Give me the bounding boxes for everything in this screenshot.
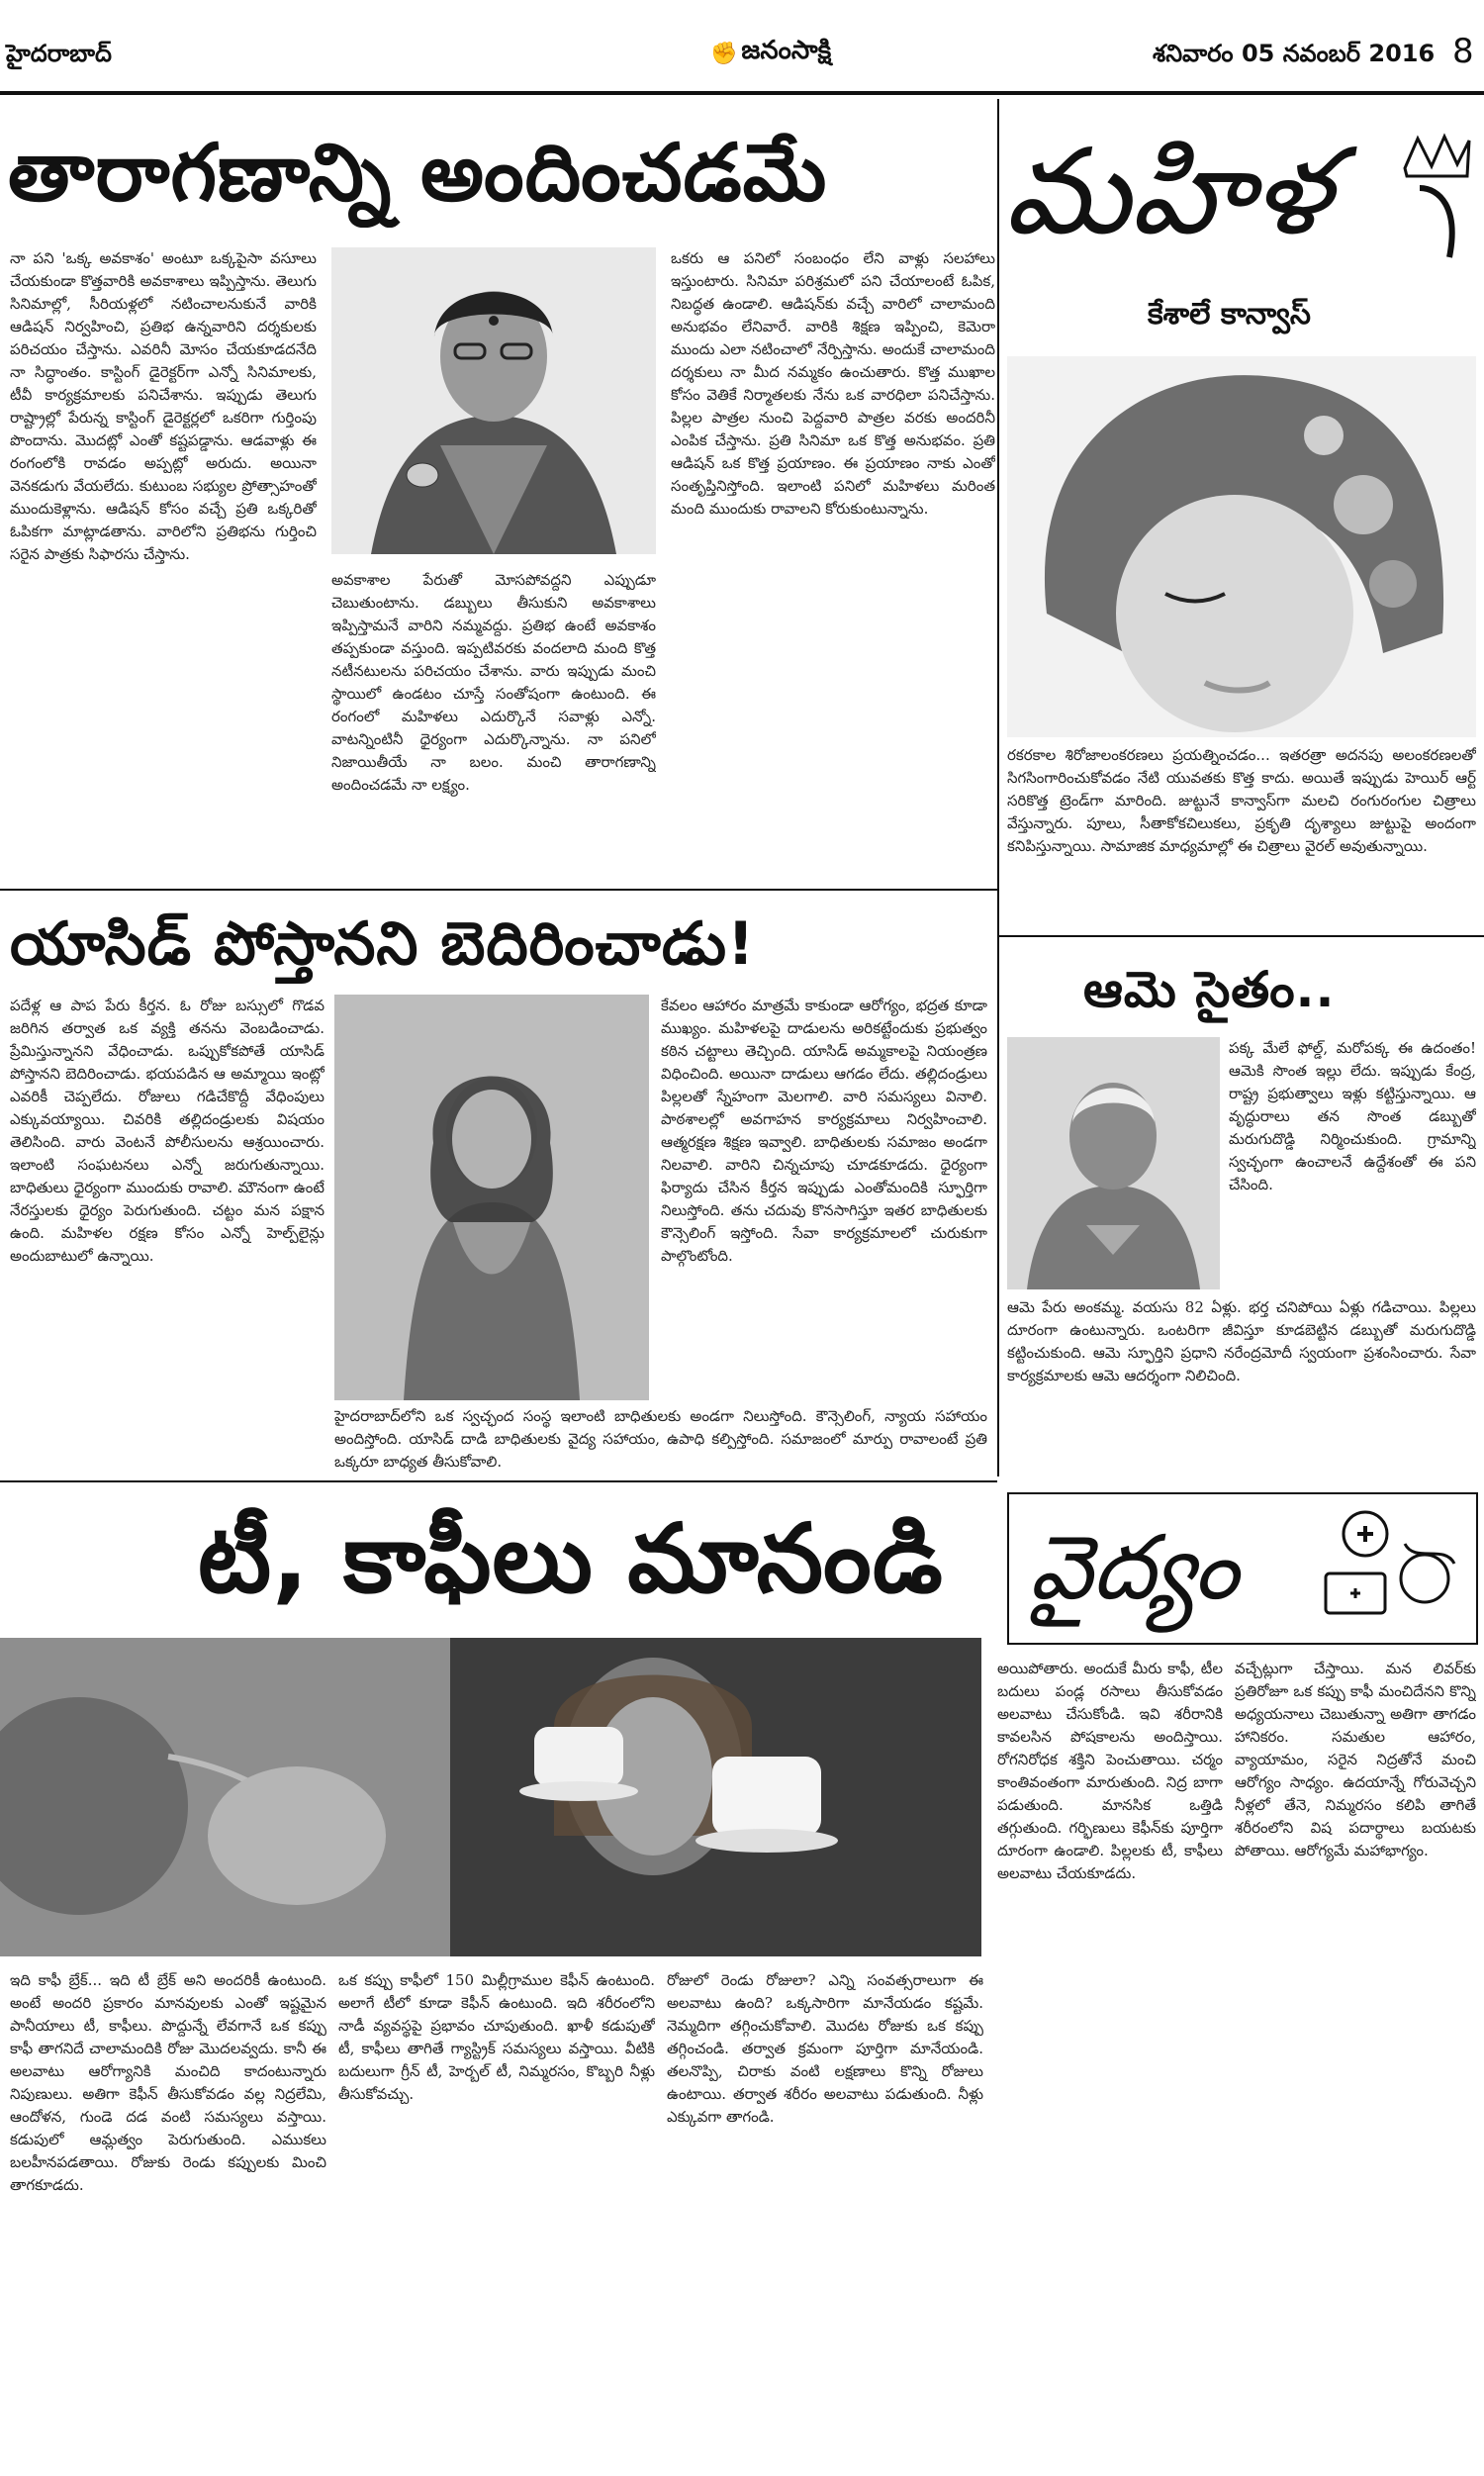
hair-art-illustration (1007, 356, 1476, 737)
article2-headline: యాసిడ్ పోస్తానని బెదిరించాడు! (10, 909, 756, 979)
woman-portrait-illustration (334, 995, 649, 1400)
article3-col5: వచ్చేట్లుగా చేస్తాయి. మన లివర్‌కు ప్రతిరోజూ ఒక కప్పు కాఫీ మంచిదేనని కొన్ని అధ్యయనాలు చెబుతున్నా అతిగా తాగడం హానికరం. సమతుల ఆహారం, వ్యాయామం, సరైన నిద్రతోనే మంచి ఆరోగ్యం సాధ్యం. ఉదయాన్నే గోరువెచ్చని నీళ్లలో తేనె, నిమ్మరసం కలిపి తాగితే శరీరంలోని విష పదార్థాలు బయటకు పోతాయి. ఆరోగ్యమే మహాభాగ్యం. (1235, 1660, 1476, 1859)
article2-col2: హైదరాబాద్‌లోని ఒక స్వచ్ఛంద సంస్థ ఇలాంటి బాధితులకు అండగా నిలుస్తోంది. కౌన్సెలింగ్, న్యాయ సహాయం అందిస్తోంది. యాసిడ్ దాడి బాధితులకు వైద్య సహాయం, ఉపాధి కల్పిస్తోంది. సమాజంలో మార్పు రావాలంటే ప్రతి ఒక్కరూ బాధ్యత తీసుకోవాలి. (334, 1407, 987, 1471)
mahila-photo (1007, 356, 1476, 737)
mahila-text: రకరకాల శిరోజాలంకరణలు ప్రయత్నించడం... ఇతరత్రా అదనపు అలంకరణలతో సిగసింగారించుకోవడం నేటి యువతకు కొత్త కాదు. అయితే ఇప్పుడు హెయిర్ ఆర్ట్ సరికొత్త ట్రెండ్‌గా మారింది. జుట్టునే కాన్వాస్‌గా మలచి రంగురంగుల చిత్రాలు వేస్తున్నారు. పూలు, సీతాకోకచిలుకలు, ప్రకృతి దృశ్యాలు జుట్టుపై అందంగా కనిపిస్తున్నాయి. సామాజిక మాధ్యమాల్లో ఈ చిత్రాలు వైరల్ అవుతున్నాయి. (1007, 746, 1476, 855)
article2-col3: కేవలం ఆహారం మాత్రమే కాకుండా ఆరోగ్యం, భద్రత కూడా ముఖ్యం. మహిళలపై దాడులను అరికట్టేందుకు ప్రభుత్వం కఠిన చట్టాలు తెచ్చింది. యాసిడ్ అమ్మకాలపై నియంత్రణ విధించింది. అయినా దాడులు ఆగడం లేదు. తల్లిదండ్రులు పిల్లలతో స్నేహంగా మెలగాలి. వారి సమస్యలు వినాలి. పాఠశాలల్లో అవగాహన కార్యక్రమాలు నిర్వహించాలి. ఆత్మరక్షణ శిక్షణ ఇవ్వాలి. బాధితులకు సమాజం అండగా నిలవాలి. వారిని చిన్నచూపు చూడకూడదు. ధైర్యంగా ఫిర్యాదు చేసిన కీర్తన ఇప్పుడు ఎంతోమందికి స్ఫూర్తిగా నిలుస్తోంది. తను చదువు కొనసాగిస్తూ ఇతర బాధితులకు కౌన్సెలింగ్ ఇస్తోంది. సేవా కార్యక్రమాలలో చురుకుగా పాల్గొంటోంది. (661, 997, 987, 1265)
masthead-title: జనంసాక్షి (741, 36, 832, 65)
aame-col2: ఆమె పేరు అంకమ్మ. వయసు 82 ఏళ్లు. భర్త చనిపోయి ఏళ్లు గడిచాయి. పిల్లలు దూరంగా ఉంటున్నారు. ఒంటరిగా జీవిస్తూ కూడబెట్టిన డబ్బుతో మరుగుదొడ్డి కట్టించుకుంది. ఆమె స్ఫూర్తిని ప్రధాని నరేంద్రమోదీ స్వయంగా ప్రశంసించారు. సేవా కార్యక్రమాలకు ఆమె ఆదర్శంగా నిలిచింది. (1007, 1298, 1476, 1384)
article1-col3: ఒకరు ఆ పనిలో సంబంధం లేని వాళ్లు సలహాలు ఇస్తుంటారు. సినిమా పరిశ్రమలో పని చేయాలంటే ఓపిక, నిబద్ధత ఉండాలి. ఆడిషన్‌కు వచ్చే వారిలో చాలామంది అనుభవం లేనివారే. వారికి శిక్షణ ఇప్పించి, కెమెరా ముందు ఎలా నటించాలో నేర్పిస్తాను. అందుకే చాలామంది దర్శకులు నా మీద నమ్మకం ఉంచుతారు. కొత్త ముఖాల కోసం వెతికే నిర్మాతలకు నేను ఒక వారధిలా పనిచేస్తాను. పిల్లల పాత్రల నుంచి పెద్దవారి పాత్రల వరకు అందరినీ ఎంపిక చేస్తాను. ప్రతి సినిమా ఒక కొత్త అనుభవం. ప్రతి ఆడిషన్ ఒక కొత్త ప్రయాణం. ఈ ప్రయాణం నాకు ఎంతో సంతృప్తినిస్తోంది. ఇలాంటి పనిలో మహిళలు మరింత మంది ముందుకు రావాలని కోరుకుంటున్నాను. (671, 249, 995, 518)
medical-icons (1306, 1504, 1464, 1633)
mahila-logo: మహిళ (1004, 124, 1331, 261)
article1-headline: తారాగణాన్ని అందించడమే (8, 127, 828, 219)
aame-photo (1007, 1037, 1220, 1289)
elderly-woman-illustration (1007, 1037, 1220, 1289)
article2-col1: పదేళ్ల ఆ పాప పేరు కీర్తన. ఓ రోజు బస్సులో గొడవ జరిగిన తర్వాత ఒక వ్యక్తి తనను వెంబడించాడు. ప్రేమిస్తున్నానని వేధించాడు. ఒప్పుకోకపోతే యాసిడ్ పోస్తానని బెదిరించాడు. భయపడిన ఆ అమ్మాయి ఇంట్లో ఎవరికీ చెప్పలేదు. రోజులు గడిచేకొద్దీ వేధింపులు ఎక్కువయ్యాయి. చివరికి తల్లిదండ్రులకు విషయం తెలిసింది. వారు వెంటనే పోలీసులను ఆశ్రయించారు. ఇలాంటి సంఘటనలు ఎన్నో జరుగుతున్నాయి. బాధితులు ధైర్యంగా ముందుకు రావాలి. మౌనంగా ఉంటే నేరస్తులకు ధైర్యం పెరుగుతుంది. చట్టం మన పక్షాన ఉంది. మహిళల రక్షణ కోసం ఎన్నో హెల్ప్‌లైన్లు అందుబాటులో ఉన్నాయి. (10, 997, 325, 1265)
header-date: శనివారం 05 నవంబర్ 2016 (1153, 40, 1436, 67)
header-rule (0, 91, 1484, 95)
article3-headline: టీ, కాఫీలు మానండి (198, 1503, 944, 1614)
aame-col1: పక్క మేలే ఫోల్డ్, మరోపక్క ఈ ఉదంతం! ఆమెకి సొంత ఇల్లు లేదు. ఇప్పుడు కేంద్ర, రాష్ట్ర ప్రభుత్వాలు ఇళ్లు కట్టిస్తున్నాయి. ఆ వృద్ధురాలు తన సొంత డబ్బుతో మరుగుదొడ్డి నిర్మించుకుంది. గ్రామాన్ని స్వచ్ఛంగా ఉంచాలనే ఉద్దేశంతో ఈ పని చేసింది. (1229, 1039, 1476, 1193)
divider-1 (0, 889, 997, 891)
article3-photo (0, 1638, 981, 1956)
mahila-logo-box (1004, 109, 1479, 287)
header-city: హైదరాబాద్ (6, 40, 112, 67)
tea-coffee-drinkers-illustration (0, 1638, 981, 1956)
article3-col3: రోజులో రెండు రోజులా? ఎన్ని సంవత్సరాలుగా ఈ అలవాటు ఉంది? ఒక్కసారిగా మానేయడం కష్టమే. నెమ్మదిగా తగ్గించుకోవాలి. మొదట రోజుకు ఒక కప్పు తగ్గించండి. తర్వాత క్రమంగా పూర్తిగా మానేయండి. తలనొప్పి, చిరాకు వంటి లక్షణాలు కొన్ని రోజులు ఉంటాయి. తర్వాత శరీరం అలవాటు పడుతుంది. నీళ్లు ఎక్కువగా తాగండి. (667, 1971, 983, 2126)
masthead-icon: ✊ (710, 41, 738, 66)
article1-col1: నా పని 'ఒక్క అవకాశం' అంటూ ఒక్కపైసా వసూలు చేయకుండా కొత్తవారికి అవకాశాలు ఇప్పిస్తాను. తెలుగు సినిమాల్లో, సీరియళ్లలో నటించాలనుకునే వారికి ఆడిషన్ నిర్వహించి, ప్రతిభ ఉన్నవారిని దర్శకులకు పరిచయం చేస్తాను. ఎవరినీ మోసం చేయకూడదనేది నా సిద్ధాంతం. కాస్టింగ్ డైరెక్టర్‌గా ఎన్నో సినిమాలకు, టీవీ కార్యక్రమాలకు పనిచేశాను. ఇప్పుడు తెలుగు రాష్ట్రాల్లో పేరున్న కాస్టింగ్ డైరెక్టర్లలో ఒకరిగా గుర్తింపు పొందాను. మొదట్లో ఎంతో కష్టపడ్డాను. ఆడవాళ్లు ఈ రంగంలోకి రావడం అప్పట్లో అరుదు. అయినా వెనకడుగు వేయలేదు. కుటుంబ సభ్యుల ప్రోత్సాహంతో ముందుకెళ్లాను. ఆడిషన్ కోసం వచ్చే ప్రతి ఒక్కరితో ఓపికగా మాట్లాడతాను. వారిలోని ప్రతిభను గుర్తించి సరైన పాత్రకు సిఫారసు చేస్తాను. (10, 249, 317, 563)
article3-col2: ఒక కప్పు కాఫీలో 150 మిల్లీగ్రాముల కెఫీన్ ఉంటుంది. అలాగే టీలో కూడా కెఫీన్ ఉంటుంది. ఇది శరీరంలోని నాడీ వ్యవస్థపై ప్రభావం చూపుతుంది. ఖాళీ కడుపుతో టీ, కాఫీలు తాగితే గ్యాస్ట్రిక్ సమస్యలు వస్తాయి. వీటికి బదులుగా గ్రీన్ టీ, హెర్బల్ టీ, నిమ్మరసం, కొబ్బరి నీళ్లు తీసుకోవచ్చు. (338, 1971, 655, 2103)
article1-photo (331, 247, 656, 554)
vaidyam-logo: వైద్యం (1029, 1516, 1239, 1620)
article1-col2: అవకాశాల పేరుతో మోసపోవద్దని ఎప్పుడూ చెబుతుంటాను. డబ్బులు తీసుకుని అవకాశాలు ఇప్పిస్తామనే వారిని నమ్మవద్దు. ప్రతిభ ఉంటే అవకాశం తప్పకుండా వస్తుంది. ఇప్పటివరకు వందలాది మంది కొత్త నటీనటులను పరిచయం చేశాను. వారు ఇప్పుడు మంచి స్థాయిలో ఉండటం చూస్తే సంతోషంగా ఉంటుంది. ఈ రంగంలో మహిళలు ఎదుర్కొనే సవాళ్లు ఎన్నో. వాటన్నింటినీ ధైర్యంగా ఎదుర్కొన్నాను. నా పనిలో నిజాయితీయే నా బలం. మంచి తారాగణాన్ని అందించడమే నా లక్ష్యం. (331, 571, 656, 794)
crown-icon (1400, 129, 1474, 267)
page-number: 8 (1452, 32, 1474, 71)
masthead (710, 36, 831, 71)
vaidyam-logo-box (1007, 1492, 1478, 1645)
mahila-title: కేశాలే కాన్వాస్ (1148, 297, 1311, 332)
right-col-separator (997, 99, 999, 1476)
article3-col1: ఇది కాఫీ బ్రేక్... ఇది టీ బ్రేక్ అని అందరికీ ఉంటుంది. అంటే అందరి ప్రకారం మానవులకు ఎంతో ఇష్టమైన పానీయాలు టీ, కాఫీలు. పొద్దున్నే లేవగానే ఒక కప్పు కాఫీ తాగనిదే చాలామందికి రోజు మొదలవ్వదు. కానీ ఈ అలవాటు ఆరోగ్యానికి మంచిది కాదంటున్నారు నిపుణులు. అతిగా కెఫీన్ తీసుకోవడం వల్ల నిద్రలేమి, ఆందోళన, గుండె దడ వంటి సమస్యలు వస్తాయి. కడుపులో ఆమ్లత్వం పెరుగుతుంది. ఎముకలు బలహీనపడతాయి. రోజుకు రెండు కప్పులకు మించి తాగకూడదు. (10, 1971, 326, 2194)
divider-right-1 (999, 935, 1484, 937)
article3-col4: అయిపోతారు. అందుకే మీరు కాఫీ, టీల బదులు పండ్ల రసాలు తీసుకోవడం అలవాటు చేసుకోండి. ఇవి శరీరానికి కావలసిన పోషకాలను అందిస్తాయి. రోగనిరోధక శక్తిని పెంచుతాయి. చర్మం కాంతివంతంగా మారుతుంది. నిద్ర బాగా పడుతుంది. మానసిక ఒత్తిడి తగ్గుతుంది. గర్భిణులు కెఫీన్‌కు పూర్తిగా దూరంగా ఉండాలి. పిల్లలకు టీ, కాఫీలు అలవాటు చేయకూడదు. (997, 1660, 1223, 1882)
woman-with-cup-illustration (331, 247, 656, 554)
article2-photo (334, 995, 649, 1400)
aame-title: ఆమె సైతం.. (1083, 961, 1336, 1018)
divider-2 (0, 1480, 997, 1482)
